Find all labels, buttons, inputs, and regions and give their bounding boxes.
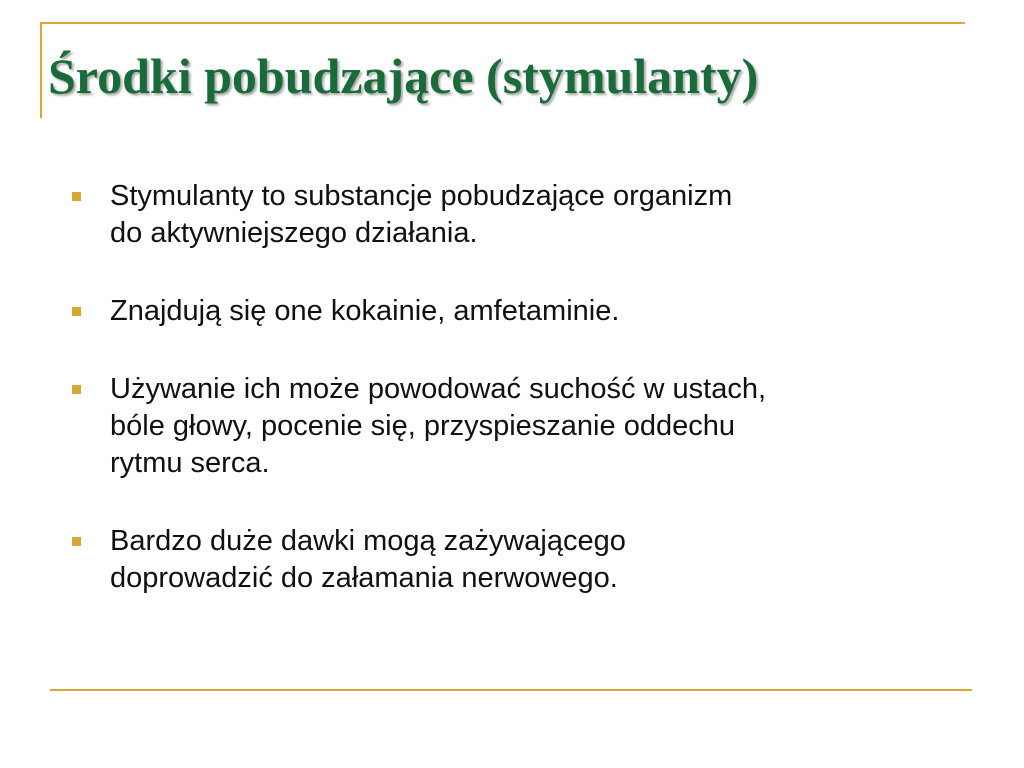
frame-left-line: [40, 22, 42, 118]
bullet-line: bóle głowy, pocenie się, przyspieszanie oddechu: [110, 410, 735, 442]
square-bullet-icon: [72, 385, 81, 394]
bullet-line: Znajdują się one kokainie, amfetaminie.: [110, 295, 620, 327]
bullet-line: rytmu serca.: [110, 447, 270, 479]
bullet-line: doprowadzić do załamania nerwowego.: [110, 562, 618, 594]
bullet-item: [72, 523, 972, 597]
square-bullet-icon: [72, 537, 81, 546]
bullet-line: Stymulanty to substancje pobudzające organizm: [110, 180, 733, 212]
frame-bottom-line: [50, 689, 972, 691]
bullet-line: Bardzo duże dawki mogą zażywającego: [110, 525, 626, 557]
frame-top-line: [40, 22, 965, 24]
square-bullet-icon: [72, 192, 81, 201]
bullet-line: Używanie ich może powodować suchość w ustach,: [110, 373, 767, 405]
bullet-item: [72, 293, 972, 330]
bullet-item: [72, 371, 972, 482]
bullet-item: [72, 178, 972, 252]
square-bullet-icon: [72, 307, 81, 316]
bullet-list: [72, 178, 972, 638]
bullet-line: do aktywniejszego działania.: [110, 217, 478, 249]
slide-title: Środki pobudzające (stymulanty): [48, 48, 759, 104]
